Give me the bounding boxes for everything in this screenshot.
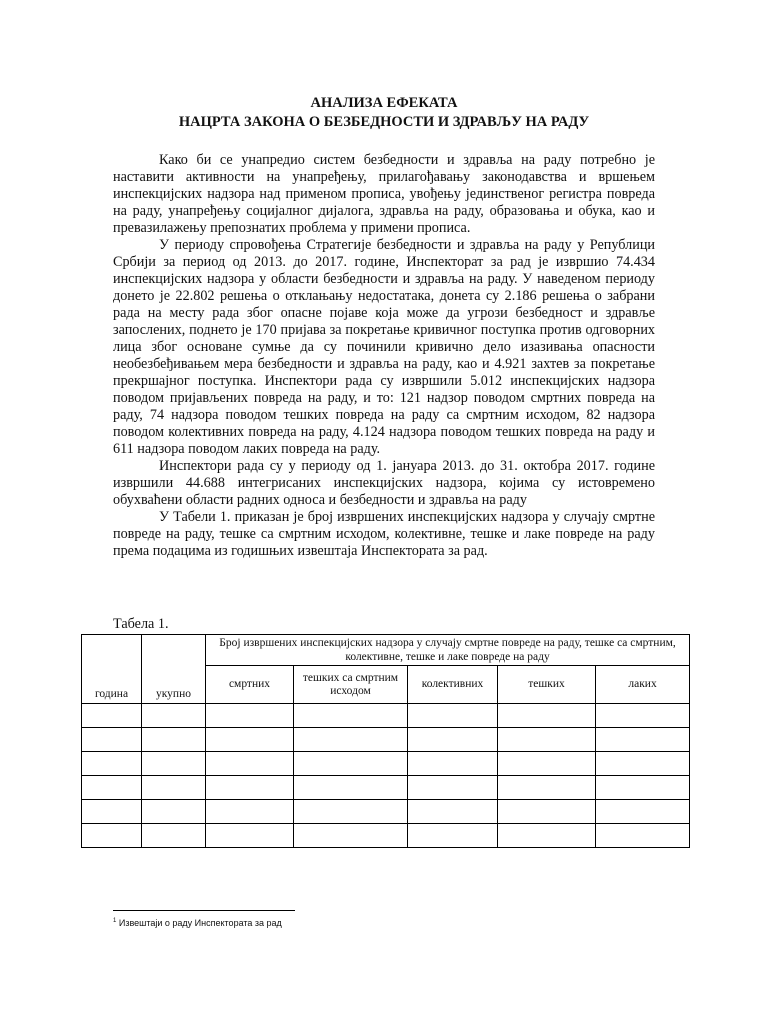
column-header-minor: лаких [596, 666, 690, 704]
table-cell [498, 704, 596, 728]
paragraph: У Табели 1. приказан је број извршених инспекцијских надзора у случају смртне повреде на раду, тешке са смртним исходом, колективне, тешке и лаке повреде на раду према подацима из годишњих извештаја Инспектората за рад. [113, 509, 655, 559]
table-cell [82, 800, 142, 824]
table-cell [294, 704, 408, 728]
table-cell [408, 704, 498, 728]
title-line-2: НАЦРТА ЗАКОНА О БЕЗБЕДНОСТИ И ЗДРАВЉУ НА РАДУ [178, 114, 590, 130]
table-cell [498, 776, 596, 800]
table-body [82, 704, 690, 848]
table-cell [206, 776, 294, 800]
table-cell [596, 728, 690, 752]
column-header-severe-fatal: тешких са смртним исходом [294, 666, 408, 704]
table-cell [142, 800, 206, 824]
table-cell [82, 824, 142, 848]
table-cell [142, 824, 206, 848]
table-cell [206, 800, 294, 824]
table-cell [206, 704, 294, 728]
table-cell [408, 824, 498, 848]
table-caption: Табела 1. [113, 616, 169, 632]
table-cell [294, 752, 408, 776]
body-text [113, 152, 655, 560]
table-cell [142, 728, 206, 752]
document-title [0, 94, 768, 132]
table-row [82, 704, 690, 728]
footnote-divider [113, 910, 295, 911]
paragraph: У периоду спровођења Стратегије безбедности и здравља на раду у Републици Србији за период од 2013. до 2017. године, Инспекторат за рад је извршио 74.434 инспекцијских надзора у области безбедности и здравља на раду. У наведеном периоду донето је 22.802 решења о отклањању недостатака, донета су 2.186 решења о забрани рада на месту рада због опасне појаве која може да угрози безбедност и здравље запослених, поднето је 170 пријава за покретање кривичног поступка против одговорних лица због основане сумње да су починили кривично дело изазивања опасности необезбеђивањем мера безбедности и здравља на раду, као и 4.921 захтев за покретање прекршајног поступка. Инспектори рада су извршили 5.012 инспекцијских надзора поводом пријављених повреда на раду, и то: 121 надзор поводом смртних повреда на раду, 74 надзора поводом тешких повреда на раду са смртним исходом, 82 надзора поводом колективних повреда на раду, 4.124 надзора поводом тешких повреда на раду и 611 надзора поводом лаких повреда на раду. [113, 237, 655, 457]
table-cell [142, 776, 206, 800]
table-cell [142, 752, 206, 776]
table-cell [498, 800, 596, 824]
table-cell [596, 824, 690, 848]
column-header-fatal: смртних [206, 666, 294, 704]
table-cell [498, 824, 596, 848]
table-row [82, 776, 690, 800]
footnote [113, 918, 282, 928]
table-cell [142, 704, 206, 728]
table-row [82, 824, 690, 848]
column-header-collective: колективних [408, 666, 498, 704]
table-row [82, 800, 690, 824]
table-cell [294, 824, 408, 848]
column-header-severe: тешких [498, 666, 596, 704]
table-cell [206, 824, 294, 848]
table-cell [596, 776, 690, 800]
table-cell [82, 704, 142, 728]
table-cell [408, 800, 498, 824]
table-cell [498, 752, 596, 776]
table-cell [596, 704, 690, 728]
table-cell [408, 776, 498, 800]
paragraph: Како би се унапредио систем безбедности и здравља на раду потребно је наставити активности на унапређењу, прилагођавању законодавства и вршењем инспекцијских надзора над применом прописа, увођењу јединственог регистра повреда на раду, унапређењу социјалног дијалога, здравља на раду, образовања и обука, као и превазилажењу препознатих проблема у примени прописа. [113, 152, 655, 236]
inspection-table [81, 634, 690, 848]
table-cell [596, 752, 690, 776]
table-cell [294, 800, 408, 824]
table-cell [294, 728, 408, 752]
table-cell [82, 728, 142, 752]
table-cell [206, 728, 294, 752]
table-row [82, 728, 690, 752]
table-cell [408, 728, 498, 752]
table-row [82, 752, 690, 776]
footnote-text: Извештаји о раду Инспектората за рад [118, 918, 282, 928]
paragraph: Инспектори рада су у периоду од 1. јануара 2013. до 31. октобра 2017. године извршили 44.688 интегрисаних инспекцијских надзора, којима су истовремено обухваћени области радних односа и безбедности и здравља на раду [113, 458, 655, 508]
table-cell [82, 752, 142, 776]
table-cell [294, 776, 408, 800]
column-header-year: година [82, 635, 142, 704]
table-cell [206, 752, 294, 776]
table-cell [408, 752, 498, 776]
table-cell [498, 728, 596, 752]
column-header-total: укупно [142, 635, 206, 704]
title-line-1: АНАЛИЗА ЕФЕКАТА [310, 95, 458, 111]
column-group-header: Број извршених инспекцијских надзора у случају смртне повреде на раду, тешке са смртним, колективне, тешке и лаке повреде на раду [206, 635, 690, 666]
table-cell [596, 800, 690, 824]
table-cell [82, 776, 142, 800]
footnote-marker: 1 [113, 918, 117, 924]
